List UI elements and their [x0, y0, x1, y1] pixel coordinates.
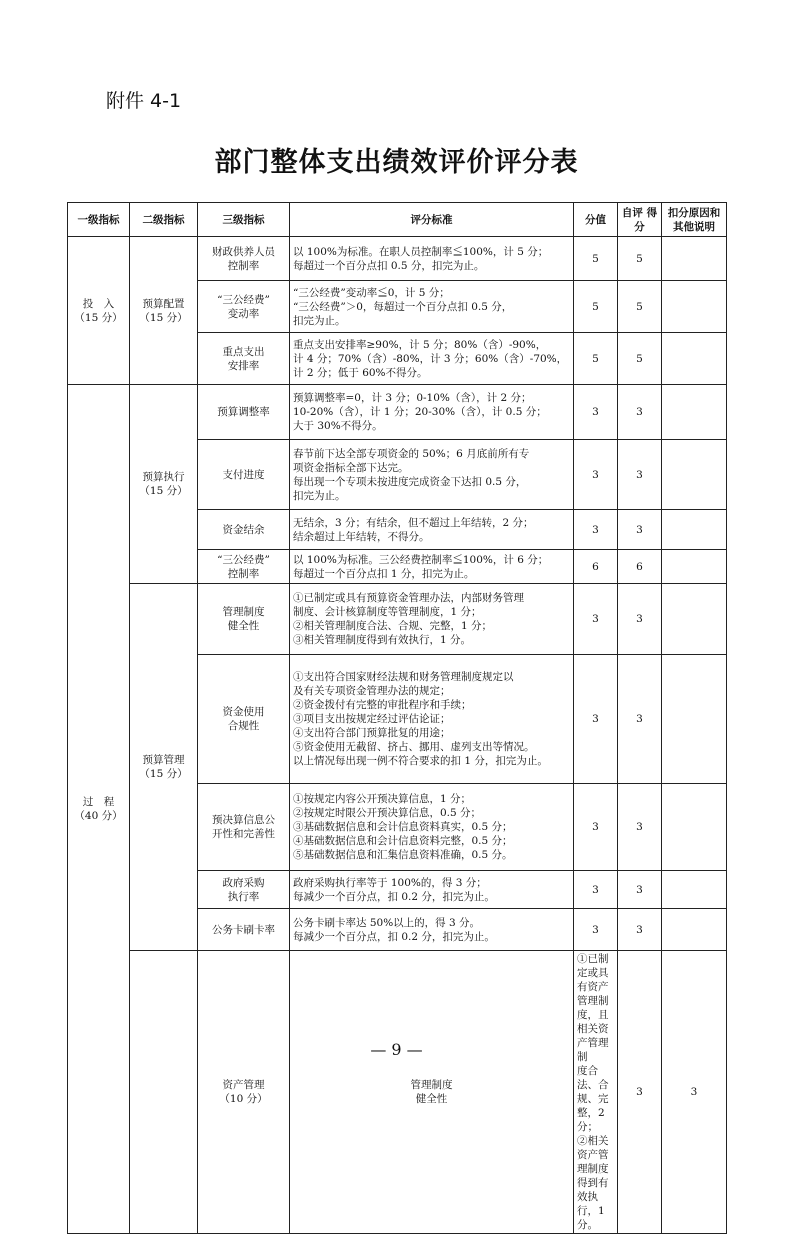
score-cell: 6: [574, 550, 618, 584]
criteria-cell: ①已制定或具有预算资金管理办法，内部财务管理 制度、会计核算制度等管理制度，1 分； ②相关管理制度合法、合规、完整，1 分； ③相关管理制度得到有效执行，1 分。: [290, 584, 574, 655]
criteria-cell: ①支出符合国家财经法规和财务管理制度规定以 及有关专项资金管理办法的规定； ②资金拨付有完整的审批程序和手续； ③项目支出按规定经过评估论证； ④支出符合部门预算批复的用途； ⑤资金使用无截留、挤占、挪用、虚列支出等情况。 以上情况每出现一例不符合要求的扣 1 分，扣完为止。: [290, 655, 574, 784]
self-score-cell: 3: [618, 871, 662, 909]
note-cell: [662, 281, 727, 333]
criteria-cell: 以 100%为标准。在职人员控制率≦100%，计 5 分； 每超过一个百分点扣 0.5 分，扣完为止。: [290, 237, 574, 281]
level3-cell: 支付进度: [198, 440, 290, 510]
table-row: [68, 237, 727, 281]
level3-cell: 资金使用 合规性: [198, 655, 290, 784]
note-cell: [662, 871, 727, 909]
level3-cell: 政府采购 执行率: [198, 871, 290, 909]
score-cell: 3: [574, 784, 618, 871]
criteria-cell: ①按规定内容公开预决算信息，1 分； ②按规定时限公开预决算信息，0.5 分； ③基础数据信息和会计信息资料真实，0.5 分； ④基础数据信息和会计信息资料完整，0.5 分； ⑤基础数据信息和汇集信息资料准确，0.5 分。: [290, 784, 574, 871]
level1-cell: 过 程 （40 分）: [68, 385, 130, 1234]
criteria-cell: 无结余，3 分；有结余，但不超过上年结转，2 分； 结余超过上年结转，不得分。: [290, 510, 574, 550]
note-cell: [662, 510, 727, 550]
score-cell: 5: [574, 333, 618, 385]
self-score-cell: 3: [618, 584, 662, 655]
header-self-score: 自评 得分: [618, 203, 662, 237]
note-cell: [662, 584, 727, 655]
header-level1: 一级指标: [68, 203, 130, 237]
header-row: [68, 203, 727, 237]
table-row: [68, 951, 727, 1234]
note-cell: [662, 237, 727, 281]
self-score-cell: 3: [618, 784, 662, 871]
note-cell: [662, 385, 727, 440]
self-score-cell: 5: [618, 281, 662, 333]
score-cell: 5: [574, 281, 618, 333]
score-cell: 3: [618, 951, 662, 1234]
score-cell: 3: [574, 584, 618, 655]
level2-cell: 预算管理 （15 分）: [130, 584, 198, 951]
self-score-cell: 3: [618, 909, 662, 951]
criteria-cell: 以 100%为标准。三公经费控制率≦100%，计 6 分； 每超过一个百分点扣 1 分，扣完为止。: [290, 550, 574, 584]
criteria-cell: 重点支出安排率≥90%，计 5 分；80%（含）-90%， 计 4 分；70%（含）-80%，计 3 分；60%（含）-70%， 计 2 分；低于 60%不得分。: [290, 333, 574, 385]
header-level2: 二级指标: [130, 203, 198, 237]
attachment-label: 附件 4-1: [106, 90, 182, 112]
score-cell: 3: [574, 655, 618, 784]
score-cell: 3: [574, 871, 618, 909]
header-notes: 扣分原因和 其他说明: [662, 203, 727, 237]
note-cell: [662, 655, 727, 784]
level3-cell: “三公经费” 控制率: [198, 550, 290, 584]
note-cell: [662, 440, 727, 510]
self-score-cell: 5: [618, 333, 662, 385]
self-score-cell: 5: [618, 237, 662, 281]
evaluation-table: [67, 202, 727, 1234]
note-cell: [662, 550, 727, 584]
level3-cell: 管理制度 健全性: [290, 951, 574, 1234]
header-score: 分值: [574, 203, 618, 237]
self-score-cell: 3: [618, 440, 662, 510]
criteria-cell: 公务卡刷卡率达 50%以上的，得 3 分。 每减少一个百分点，扣 0.2 分，扣完为止。: [290, 909, 574, 951]
level3-cell: 财政供养人员 控制率: [198, 237, 290, 281]
page-title: 部门整体支出绩效评价评分表: [214, 147, 579, 178]
self-score-cell: 3: [618, 385, 662, 440]
level2-cell: 预算执行 （15 分）: [130, 385, 198, 584]
note-cell: [662, 909, 727, 951]
criteria-cell: 预算调整率=0，计 3 分；0-10%（含），计 2 分； 10-20%（含），计 1 分；20-30%（含），计 0.5 分； 大于 30%不得分。: [290, 385, 574, 440]
score-cell: 3: [574, 385, 618, 440]
criteria-cell: 春节前下达全部专项资金的 50%；6 月底前所有专 项资金指标全部下达完。 每出现一个专项未按进度完成资金下达扣 0.5 分， 扣完为止。: [290, 440, 574, 510]
self-score-cell: 3: [618, 510, 662, 550]
score-cell: 5: [574, 237, 618, 281]
level2-cell: 预算配置 （15 分）: [130, 237, 198, 385]
level1-cell: 投 入 （15 分）: [68, 237, 130, 385]
level1-cell-empty: [130, 951, 198, 1234]
criteria-cell: “三公经费”变动率≦0，计 5 分； “三公经费”＞0，每超过一个百分点扣 0.5 分， 扣完为止。: [290, 281, 574, 333]
score-cell: 3: [574, 440, 618, 510]
level3-cell: 公务卡刷卡率: [198, 909, 290, 951]
note-cell: [662, 784, 727, 871]
self-score-cell: 3: [618, 655, 662, 784]
level3-cell: 资金结余: [198, 510, 290, 550]
level3-cell: 预决算信息公 开性和完善性: [198, 784, 290, 871]
level3-cell: 预算调整率: [198, 385, 290, 440]
header-level3: 三级指标: [198, 203, 290, 237]
self-score-cell: 6: [618, 550, 662, 584]
level3-cell: 重点支出 安排率: [198, 333, 290, 385]
criteria-cell: 政府采购执行率等于 100%的，得 3 分； 每减少一个百分点，扣 0.2 分，扣完为止。: [290, 871, 574, 909]
level2-cell: 资产管理 （10 分）: [198, 951, 290, 1234]
page-number: — 9 —: [370, 1040, 423, 1059]
score-cell: 3: [574, 510, 618, 550]
criteria-cell: ①已制定或具有资产管理制度，且相关资产管理制 度合法、合规、完整，2 分； ②相关资产管理制度得到有效执行，1 分。: [574, 951, 618, 1234]
score-cell: 3: [574, 909, 618, 951]
self-score-cell: 3: [662, 951, 727, 1234]
level3-cell: “三公经费” 变动率: [198, 281, 290, 333]
note-cell: [662, 333, 727, 385]
header-criteria: 评分标准: [290, 203, 574, 237]
table-row: [68, 385, 727, 440]
level3-cell: 管理制度 健全性: [198, 584, 290, 655]
table-row: [68, 584, 727, 655]
